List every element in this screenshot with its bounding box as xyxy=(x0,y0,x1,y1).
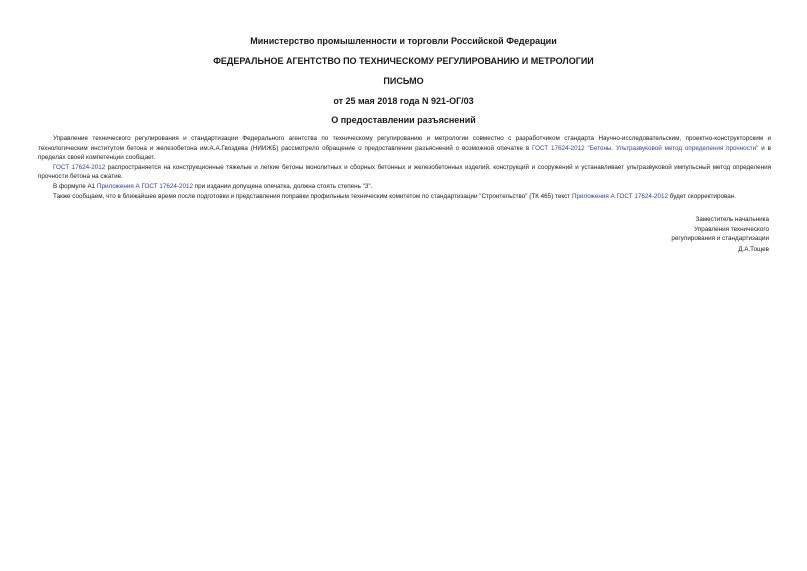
paragraph-4-text-b: будет скорректирован. xyxy=(667,192,736,200)
signatory-name: Д.А.Тощев xyxy=(738,246,769,254)
signatory-position-1: Заместитель начальника xyxy=(695,216,769,223)
document-subject: О предоставлении разъяснений xyxy=(331,115,476,125)
paragraph-4 xyxy=(38,192,771,202)
gost-title-link[interactable]: ГОСТ 17624-2012 "Бетоны. Ультразвуковой метод определения прочности" xyxy=(532,144,759,152)
paragraph-2-text: распространяется на конструкционные тяжелые и легкие бетоны монолитных и сборных бетонных и железобетонных изделий, конструкций и сооружений и устанавливает ультразвуковой импульсный метод определения прочности бетона на сжатие. xyxy=(38,163,771,181)
letter-body xyxy=(38,134,771,201)
paragraph-1-text-a: Управление технического регулирования и стандартизации Федерального агентства по техническому регулированию и метрологии совместно с разработчиком стандарта Научно-исследовательским, проектно-конструкторским и технологическим институтом бетона и железобетона им.А.А.Гвоздева (НИИЖБ) рассмотрело обращение о предоставлении разъяснений о возможной опечатке в xyxy=(38,135,771,152)
gost-link[interactable]: ГОСТ 17624-2012 xyxy=(53,163,106,171)
paragraph-2 xyxy=(38,163,771,182)
ministry-title: Министерство промышленности и торговли Российской Федерации xyxy=(250,36,557,46)
paragraph-1-text-b: и в пределах своей компетенции сообщает. xyxy=(38,144,771,162)
agency-title: ФЕДЕРАЛЬНОЕ АГЕНТСТВО ПО ТЕХНИЧЕСКОМУ РЕГУЛИРОВАНИЮ И МЕТРОЛОГИИ xyxy=(213,56,594,66)
document-type: ПИСЬМО xyxy=(383,76,424,86)
appendix-a-link[interactable]: Приложения А ГОСТ 17624-2012 xyxy=(96,182,193,190)
signatory-position-3: регулирования и стандартизации xyxy=(671,235,769,243)
paragraph-1 xyxy=(38,134,771,163)
signature-block xyxy=(671,215,769,255)
paragraph-3-text-b: при издании допущена опечатка, должна стоять степень "3". xyxy=(192,182,373,190)
appendix-a-link-2[interactable]: Приложения А ГОСТ 17624-2012 xyxy=(571,192,668,200)
paragraph-3 xyxy=(38,182,771,192)
paragraph-4-text-a: Также сообщаем, что в ближайшее время после подготовки и представления поправки профильным техническим комитетом по стандартизации "Строительство" (ТК 465) текст xyxy=(53,192,572,200)
paragraph-3-text-a: В формуле А1 xyxy=(53,182,97,190)
signatory-position-2: Управления технического xyxy=(694,225,769,233)
document-date-number: от 25 мая 2018 года N 921-ОГ/03 xyxy=(333,96,474,106)
